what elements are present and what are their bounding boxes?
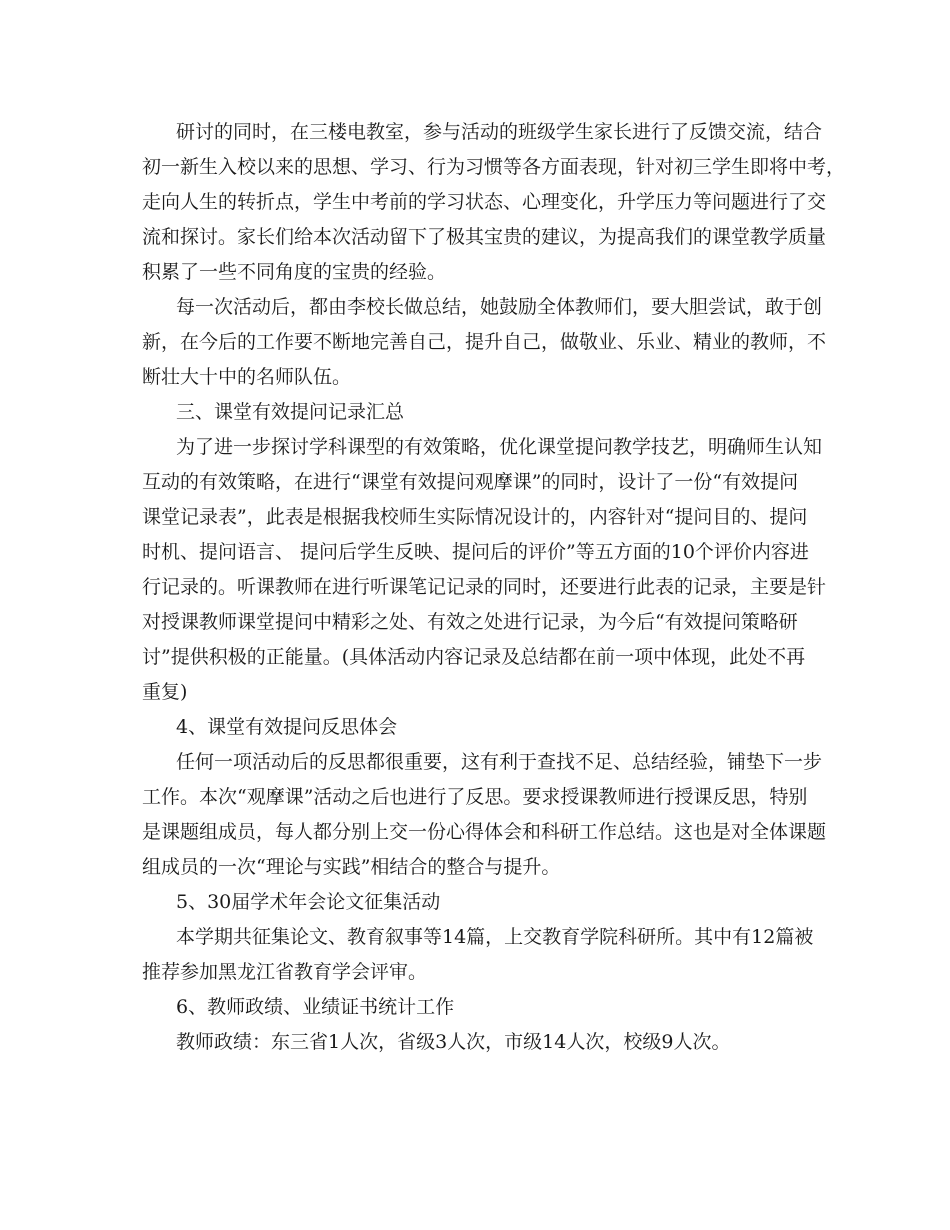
text-line: 新，在今后的工作要不断地完善自己，提升自己，做敬业、乐业、精业的教师，不 xyxy=(142,331,827,353)
text-line: 互动的有效策略，在进行“课堂有效提问观摩课”的同时，设计了一份“有效提问 xyxy=(142,471,799,493)
text-line: 断壮大十中的名师队伍。 xyxy=(142,366,352,388)
text-line: 对授课教师课堂提问中精彩之处、有效之处进行记录，为今后“有效提问策略研 xyxy=(142,611,798,633)
text-line: 课堂记录表”，此表是根据我校师生实际情况设计的，内容针对“提问目的、提问 xyxy=(142,506,808,528)
text-line: 初一新生入校以来的思想、学习、行为习惯等各方面表现，针对初三学生即将中考， xyxy=(142,156,846,178)
text-line: 重复) xyxy=(142,681,188,703)
section-heading: 4、课堂有效提问反思体会 xyxy=(176,716,398,738)
section-heading: 6、教师政绩、业绩证书统计工作 xyxy=(176,996,455,1018)
text-line: 为了进一步探讨学科课型的有效策略，优化课堂提问教学技艺，明确师生认知 xyxy=(176,436,823,458)
text-line: 教师政绩：东三省1人次，省级3人次，市级14人次，校级9人次。 xyxy=(176,1031,731,1053)
section-heading: 三、课堂有效提问记录汇总 xyxy=(176,401,405,423)
text-line: 流和探讨。家长们给本次活动留下了极其宝贵的建议，为提高我们的课堂教学质量 xyxy=(142,226,827,248)
text-line: 工作。本次“观摩课”活动之后也进行了反思。要求授课教师进行授课反思，特别 xyxy=(142,786,808,808)
text-line: 走向人生的转折点，学生中考前的学习状态、心理变化，升学压力等问题进行了交 xyxy=(142,191,827,213)
text-line: 任何一项活动后的反思都很重要，这有利于查找不足、总结经验，铺垫下一步 xyxy=(176,751,823,773)
text-line: 组成员的一次“理论与实践”相结合的整合与提升。 xyxy=(142,856,561,878)
text-line: 时机、提问语言、 提问后学生反映、提问后的评价”等五方面的10个评价内容进 xyxy=(142,541,809,563)
text-line: 积累了一些不同角度的宝贵的经验。 xyxy=(142,261,447,283)
text-line: 讨”提供积极的正能量。(具体活动内容记录及总结都在前一项中体现，此处不再 xyxy=(142,646,806,668)
text-line: 每一次活动后，都由李校长做总结，她鼓励全体教师们，要大胆尝试，敢于创 xyxy=(176,296,823,318)
text-line: 本学期共征集论文、教育叙事等14篇，上交教育学院科研所。其中有12篇被 xyxy=(176,926,814,948)
section-heading: 5、30届学术年会论文征集活动 xyxy=(176,891,441,913)
text-line: 行记录的。听课教师在进行听课笔记记录的同时，还要进行此表的记录，主要是针 xyxy=(142,576,827,598)
text-line: 推荐参加黑龙江省教育学会评审。 xyxy=(142,961,428,983)
text-line: 是课题组成员，每人都分别上交一份心得体会和科研工作总结。这也是对全体课题 xyxy=(142,821,827,843)
text-line: 研讨的同时，在三楼电教室，参与活动的班级学生家长进行了反馈交流，结合 xyxy=(176,121,823,143)
